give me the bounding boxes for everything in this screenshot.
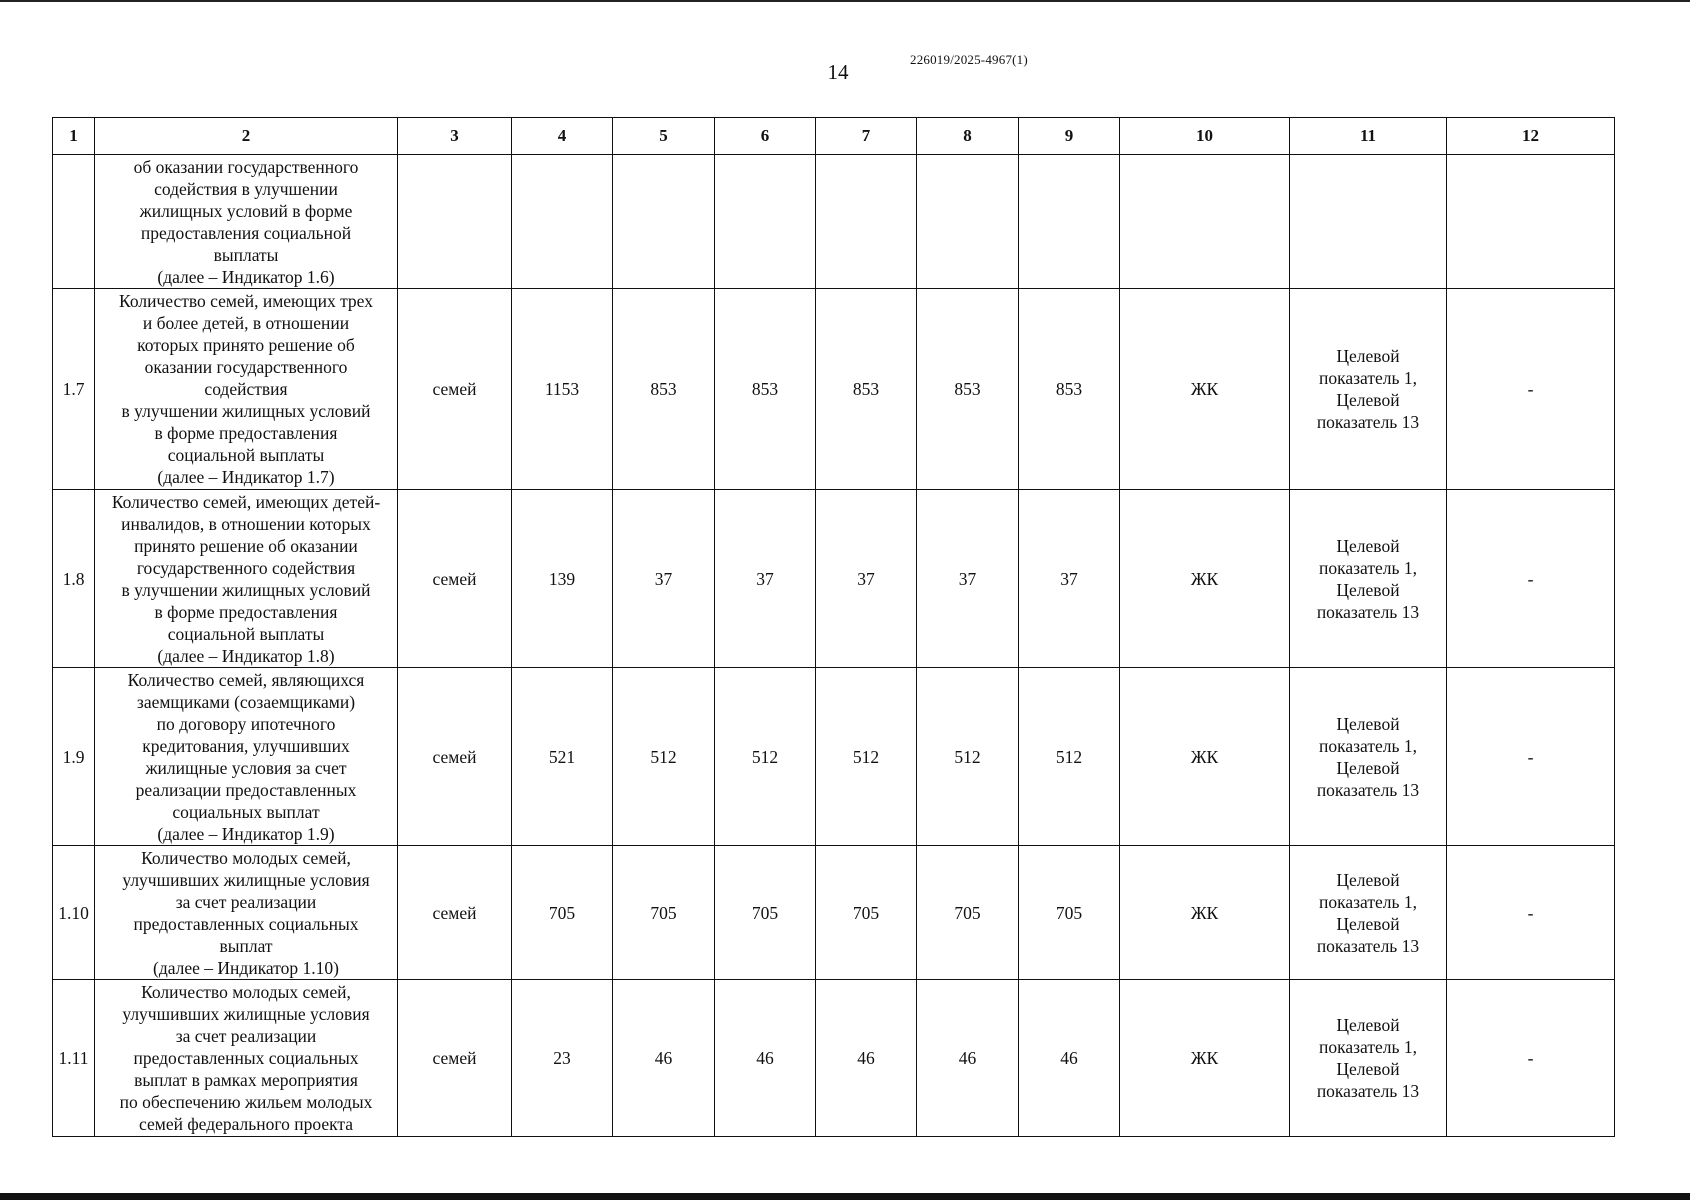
indicator-name-line: по обеспечению жильем молодых [119,1092,373,1112]
value-cell: 521 [512,668,613,846]
value-cell: 705 [917,846,1019,980]
remark-cell: - [1447,846,1615,980]
row-number-cell: 1.7 [53,289,95,490]
target-indicator-line: Целевой [1336,390,1400,410]
indicator-name-line: жилищных условий в форме [139,200,353,221]
value-cell [1120,155,1290,289]
value-cell: 705 [613,846,715,980]
target-indicator-line: Целевой [1336,869,1400,890]
column-header: 2 [95,118,398,155]
indicator-name-line: семей федерального проекта [139,1114,353,1134]
indicator-name-cell [95,668,398,846]
value-cell: 46 [613,980,715,1137]
value-cell: 37 [917,490,1019,668]
unit-cell: семей [398,490,512,668]
remark-cell: - [1447,668,1615,846]
value-cell [1019,155,1120,289]
indicator-name-line: содействия [204,379,288,399]
document-number: 226019/2025-4967(1) [910,52,1028,67]
indicator-name-line: которых принято решение об [137,335,355,355]
target-indicator-line: Целевой [1336,913,1400,934]
value-cell: 705 [715,846,816,980]
page-number: 14 [827,60,849,84]
indicator-name-line: (далее – Индикатор 1.7) [157,467,335,487]
value-cell: 37 [816,490,917,668]
unit-cell: семей [398,980,512,1137]
indicator-name-line: (далее – Индикатор 1.9) [157,823,335,844]
target-indicator-line: Целевой [1336,1059,1400,1079]
scan-top-edge [0,0,1690,2]
remark-cell [1447,155,1615,289]
indicator-name-line: за счет реализации [175,1026,317,1046]
target-indicator-line: показатель 1, [1319,368,1417,388]
target-indicator-cell [1290,289,1447,490]
indicator-name-cell [95,980,398,1137]
target-indicator-cell [1290,980,1447,1137]
target-indicator-line: Целевой [1336,1015,1400,1035]
target-indicator-cell [1290,490,1447,668]
value-cell: ЖК [1120,289,1290,490]
indicator-name-line: Количество молодых семей, [141,982,351,1002]
remark-cell: - [1447,980,1615,1137]
table-row [53,155,1615,289]
value-cell: ЖК [1120,846,1290,980]
table-row [53,668,1615,846]
indicator-name-line: предоставленных социальных [133,1048,359,1068]
value-cell: 705 [512,846,613,980]
target-indicator-line: показатель 13 [1316,601,1420,622]
header-row [53,118,1615,155]
value-cell: 705 [816,846,917,980]
target-indicator-cell [1290,846,1447,980]
value-cell [613,155,715,289]
target-indicator-cell [1290,668,1447,846]
column-header: 1 [53,118,95,155]
indicator-name-line: заемщиками (созаемщиками) [136,691,356,712]
target-indicator-line: показатель 13 [1316,1081,1420,1101]
value-cell: 46 [816,980,917,1137]
column-header: 11 [1290,118,1447,155]
value-cell: 853 [1019,289,1120,490]
indicator-name-line: улучшивших жилищные условия [122,869,370,890]
target-indicator-line: Целевой [1336,757,1400,778]
target-indicator-cell [1290,155,1447,289]
target-indicator-line: показатель 13 [1316,779,1420,800]
indicator-name-line: в форме предоставления [154,601,338,622]
column-header: 8 [917,118,1019,155]
row-number-cell: 1.9 [53,668,95,846]
indicator-name-line: выплат [219,935,273,956]
indicator-name-line: (далее – Индикатор 1.6) [157,266,335,287]
indicator-name-line: государственного содействия [136,557,356,578]
indicator-name-line: в улучшении жилищных условий [121,579,371,600]
indicator-name-line: социальной выплаты [167,623,325,644]
value-cell [917,155,1019,289]
indicator-name-line: реализации предоставленных [135,779,357,800]
row-number-cell [53,155,95,289]
target-indicator-line: показатель 1, [1319,735,1417,756]
indicator-name-line: выплаты [213,244,279,265]
value-cell: 853 [715,289,816,490]
indicator-name-line: выплат в рамках мероприятия [134,1070,358,1090]
value-cell: 512 [715,668,816,846]
value-cell: ЖК [1120,668,1290,846]
indicator-name-line: в улучшении жилищных условий [121,401,371,421]
remark-cell: - [1447,490,1615,668]
target-indicator-line: показатель 1, [1319,557,1417,578]
remark-cell: - [1447,289,1615,490]
value-cell: 853 [917,289,1019,490]
unit-cell: семей [398,289,512,490]
indicator-name-line: и более детей, в отношении [142,313,350,333]
unit-cell: семей [398,668,512,846]
value-cell: 37 [715,490,816,668]
value-cell: 37 [613,490,715,668]
indicator-name-line: в форме предоставления [154,423,338,443]
indicator-name-line: Количество семей, имеющих трех [119,291,373,311]
indicator-name-line: инвалидов, в отношении которых [121,513,371,534]
table-row [53,490,1615,668]
indicator-name-line: социальных выплат [172,801,320,822]
indicator-name-line: за счет реализации [175,891,317,912]
column-header: 5 [613,118,715,155]
indicator-name-line: Количество семей, являющихся [127,669,365,690]
target-indicator-line: показатель 13 [1316,412,1420,432]
value-cell: 512 [613,668,715,846]
value-cell [715,155,816,289]
target-indicator-line: показатель 1, [1319,1037,1417,1057]
column-header: 10 [1120,118,1290,155]
value-cell: ЖК [1120,980,1290,1137]
scan-bottom-edge [0,1193,1690,1200]
target-indicator-line: Целевой [1336,535,1400,556]
indicator-name-line: жилищные условия за счет [145,757,347,778]
indicator-name-line: предоставления социальной [140,222,352,243]
value-cell: 46 [715,980,816,1137]
value-cell: 139 [512,490,613,668]
indicator-name-line: (далее – Индикатор 1.10) [153,957,339,978]
value-cell: 46 [917,980,1019,1137]
indicators-table [52,117,1615,1137]
target-indicator-line: показатель 13 [1316,935,1420,956]
indicator-name-line: улучшивших жилищные условия [122,1004,370,1024]
table-row [53,289,1615,490]
indicator-name-line: Количество молодых семей, [141,847,351,868]
target-indicator-line: Целевой [1336,346,1400,366]
value-cell: 1153 [512,289,613,490]
unit-cell: семей [398,846,512,980]
unit-cell [398,155,512,289]
value-cell: 23 [512,980,613,1137]
indicator-name-cell [95,289,398,490]
value-cell: 512 [816,668,917,846]
row-number-cell: 1.8 [53,490,95,668]
column-header: 6 [715,118,816,155]
column-header: 7 [816,118,917,155]
indicator-name-cell [95,490,398,668]
indicator-name-line: по договору ипотечного [156,713,336,734]
indicator-name-line: (далее – Индикатор 1.8) [157,645,335,666]
column-header: 4 [512,118,613,155]
indicator-name-line: содействия в улучшении [154,178,338,199]
indicator-name-line: предоставленных социальных [133,913,359,934]
row-number-cell: 1.11 [53,980,95,1137]
column-header: 12 [1447,118,1615,155]
target-indicator-line: Целевой [1336,579,1400,600]
value-cell: 46 [1019,980,1120,1137]
value-cell [512,155,613,289]
table-row [53,980,1615,1137]
table-body [53,155,1615,1137]
value-cell: 37 [1019,490,1120,668]
value-cell: 512 [917,668,1019,846]
row-number-cell: 1.10 [53,846,95,980]
indicator-name-line: кредитования, улучшивших [142,735,350,756]
target-indicator-line: Целевой [1336,713,1400,734]
indicator-name-cell [95,846,398,980]
target-indicator-line: показатель 1, [1319,891,1417,912]
column-header: 3 [398,118,512,155]
value-cell: 853 [613,289,715,490]
value-cell [816,155,917,289]
indicator-name-line: об оказании государственного [133,156,359,177]
indicator-name-line: Количество семей, имеющих детей- [111,491,381,512]
table-row [53,846,1615,980]
indicator-name-cell [95,155,398,289]
value-cell: 705 [1019,846,1120,980]
value-cell: 512 [1019,668,1120,846]
value-cell: ЖК [1120,490,1290,668]
indicator-name-line: социальной выплаты [167,445,325,465]
indicator-name-line: оказании государственного [144,357,348,377]
indicator-name-line: принято решение об оказании [134,535,358,556]
value-cell: 853 [816,289,917,490]
column-header: 9 [1019,118,1120,155]
